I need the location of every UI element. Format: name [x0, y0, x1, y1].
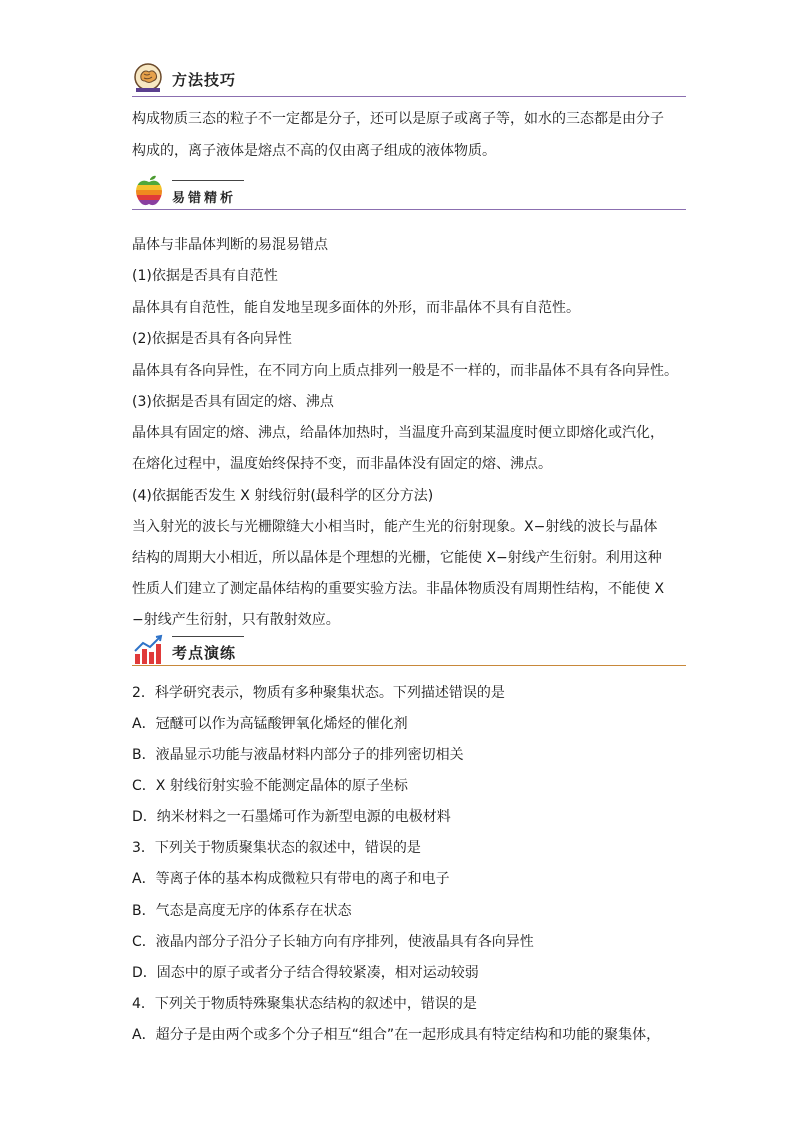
- question-line: 3．下列关于物质聚集状态的叙述中，错误的是: [132, 840, 421, 856]
- question-line: 4．下列关于物质特殊聚集状态结构的叙述中，错误的是: [132, 996, 477, 1012]
- option-line: B．液晶显示功能与液晶材料内部分子的排列密切相关: [132, 747, 464, 763]
- text-line: 晶体具有自范性，能自发地呈现多面体的外形，而非晶体不具有自范性。: [132, 300, 580, 316]
- text-line: (3)依据是否具有固定的熔、沸点: [132, 394, 334, 410]
- text-line: 晶体具有各向异性，在不同方向上质点排列一般是不一样的，而非晶体不具有各向异性。: [132, 363, 678, 379]
- errors-header: [132, 174, 686, 208]
- text-line: (2)依据是否具有各向异性: [132, 331, 292, 347]
- text-line: (4)依据能否发生 X 射线衍射(最科学的区分方法): [132, 488, 434, 504]
- brain-icon: [132, 62, 166, 94]
- practice-title: 考点演练: [172, 644, 237, 662]
- method-rule: [132, 96, 686, 97]
- option-line: A．等离子体的基本构成微粒只有带电的离子和电子: [132, 871, 450, 887]
- text-line: −射线产生衍射，只有散射效应。: [132, 612, 340, 628]
- text-line: 结构的周期大小相近，所以晶体是个理想的光栅，它能使 X−射线产生衍射。利用这种: [132, 550, 662, 566]
- practice-topline: [172, 636, 244, 637]
- method-title: 方法技巧: [172, 71, 237, 89]
- text-line: 当入射光的波长与光栅隙缝大小相当时，能产生光的衍射现象。X−射线的波长与晶体: [132, 519, 658, 535]
- text-line: 晶体具有固定的熔、沸点，给晶体加热时，当温度升高到某温度时便立即熔化或汽化，: [132, 425, 664, 441]
- text-line: 性质人们建立了测定晶体结构的重要实验方法。非晶体物质没有周期性结构，不能使 X: [132, 581, 665, 597]
- option-line: A．冠醚可以作为高锰酸钾氧化烯烃的催化剂: [132, 716, 408, 732]
- option-line: A．超分子是由两个或多个分子相互“组合”在一起形成具有特定结构和功能的聚集体，: [132, 1027, 661, 1043]
- option-line: D．固态中的原子或者分子结合得较紧凑，相对运动较弱: [132, 965, 479, 981]
- practice-header: [132, 634, 686, 668]
- text-line: 构成物质三态的粒子不一定都是分子，还可以是原子或离子等，如水的三态都是由分子: [132, 111, 664, 127]
- option-line: C．X 射线衍射实验不能测定晶体的原子坐标: [132, 778, 408, 794]
- practice-rule: [132, 665, 686, 666]
- option-line: D．纳米材料之一石墨烯可作为新型电源的电极材料: [132, 809, 451, 825]
- option-line: C．液晶内部分子沿分子长轴方向有序排列，使液晶具有各向异性: [132, 934, 534, 950]
- bar-chart-icon: [132, 634, 166, 666]
- method-header: [132, 62, 686, 96]
- errors-rule: [132, 209, 686, 210]
- text-line: (1)依据是否具有自范性: [132, 268, 278, 284]
- errors-topline: [172, 180, 244, 181]
- apple-icon: [132, 174, 166, 208]
- text-line: 在熔化过程中，温度始终保持不变，而非晶体没有固定的熔、沸点。: [132, 456, 552, 472]
- errors-title: 易错精析: [172, 191, 237, 206]
- text-line: 晶体与非晶体判断的易混易错点: [132, 237, 328, 253]
- question-line: 2．科学研究表示，物质有多种聚集状态。下列描述错误的是: [132, 685, 505, 701]
- text-line: 构成的，离子液体是熔点不高的仅由离子组成的液体物质。: [132, 143, 496, 159]
- option-line: B．气态是高度无序的体系存在状态: [132, 903, 352, 919]
